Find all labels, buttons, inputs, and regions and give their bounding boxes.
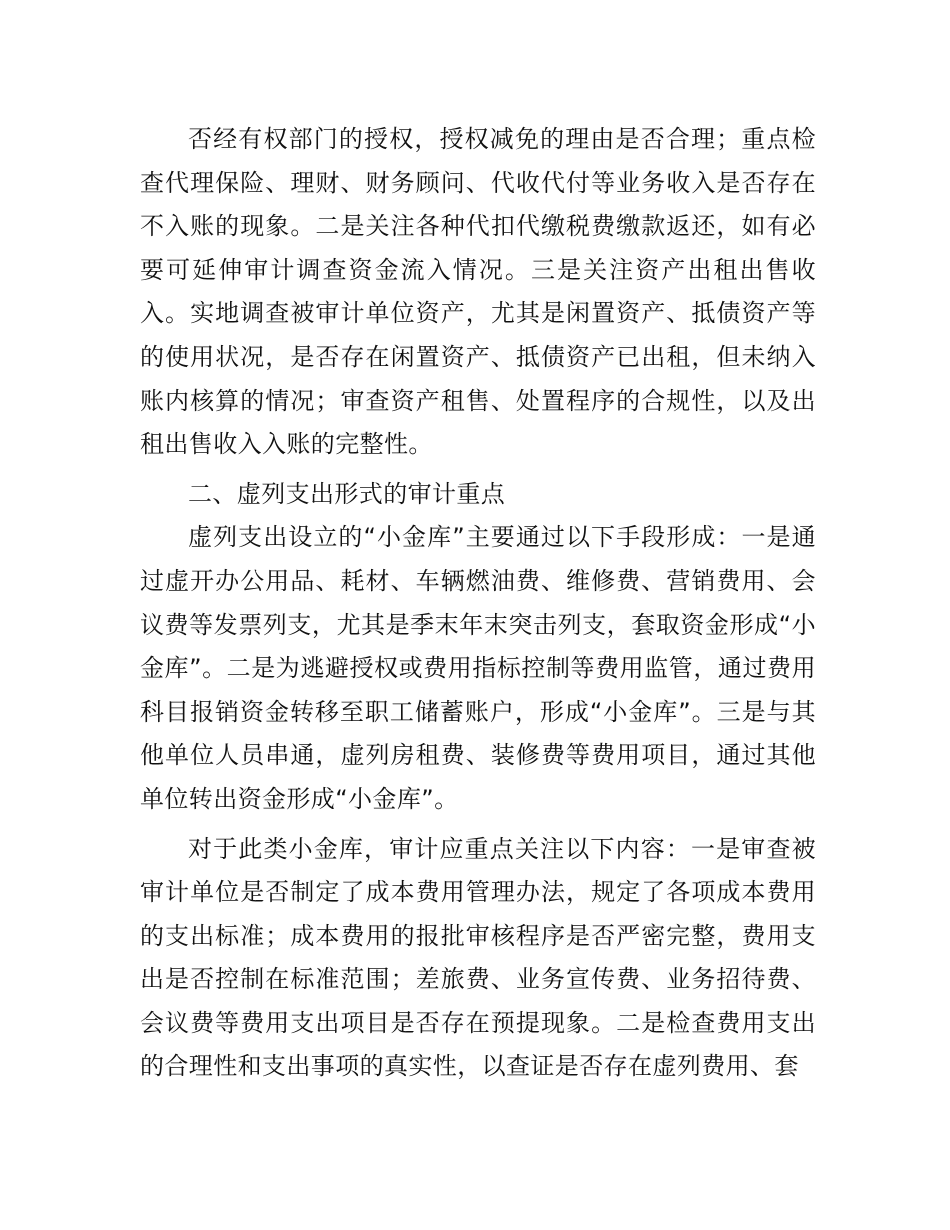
section-heading: 二、虚列支出形式的审计重点: [188, 479, 506, 508]
paragraph-2: 虚列支出设立的“小金库”主要通过以下手段形成：一是通过虚开办公用品、耗材、车辆燃油费、维修费、营销费用、会议费等发票列支，尤其是季末年末突击列支，套取资金形成“小金库”。二是为逃避授权或费用指标控制等费用监管，通过费用科目报销资金转移至职工储蓄账户，形成“小金库”。三是与其他单位人员串通，虚列房租费、装修费等费用项目，通过其他单位转出资金形成“小金库”。: [140, 523, 816, 813]
paragraph-1: 否经有权部门的授权，授权减免的理由是否合理；重点检查代理保险、理财、财务顾问、代收代付等业务收入是否存在不入账的现象。二是关注各种代扣代缴税费缴款返还，如有必要可延伸审计调查资金流入情况。三是关注资产出租出售收入。实地调查被审计单位资产，尤其是闲置资产、抵债资产等的使用状况，是否存在闲置资产、抵债资产已出租，但未纳入账内核算的情况；审查资产租售、处置程序的合规性，以及出租出售收入入账的完整性。: [140, 125, 816, 459]
paragraph-3: 对于此类小金库，审计应重点关注以下内容：一是审查被审计单位是否制定了成本费用管理办法，规定了各项成本费用的支出标准；成本费用的报批审核程序是否严密完整，费用支出是否控制在标准范围；差旅费、业务宣传费、业务招待费、会议费等费用支出项目是否存在预提现象。二是检查费用支出的合理性和支出事项的真实性，以查证是否存在虚列费用、套: [140, 834, 816, 1081]
document-body: [140, 118, 816, 1089]
